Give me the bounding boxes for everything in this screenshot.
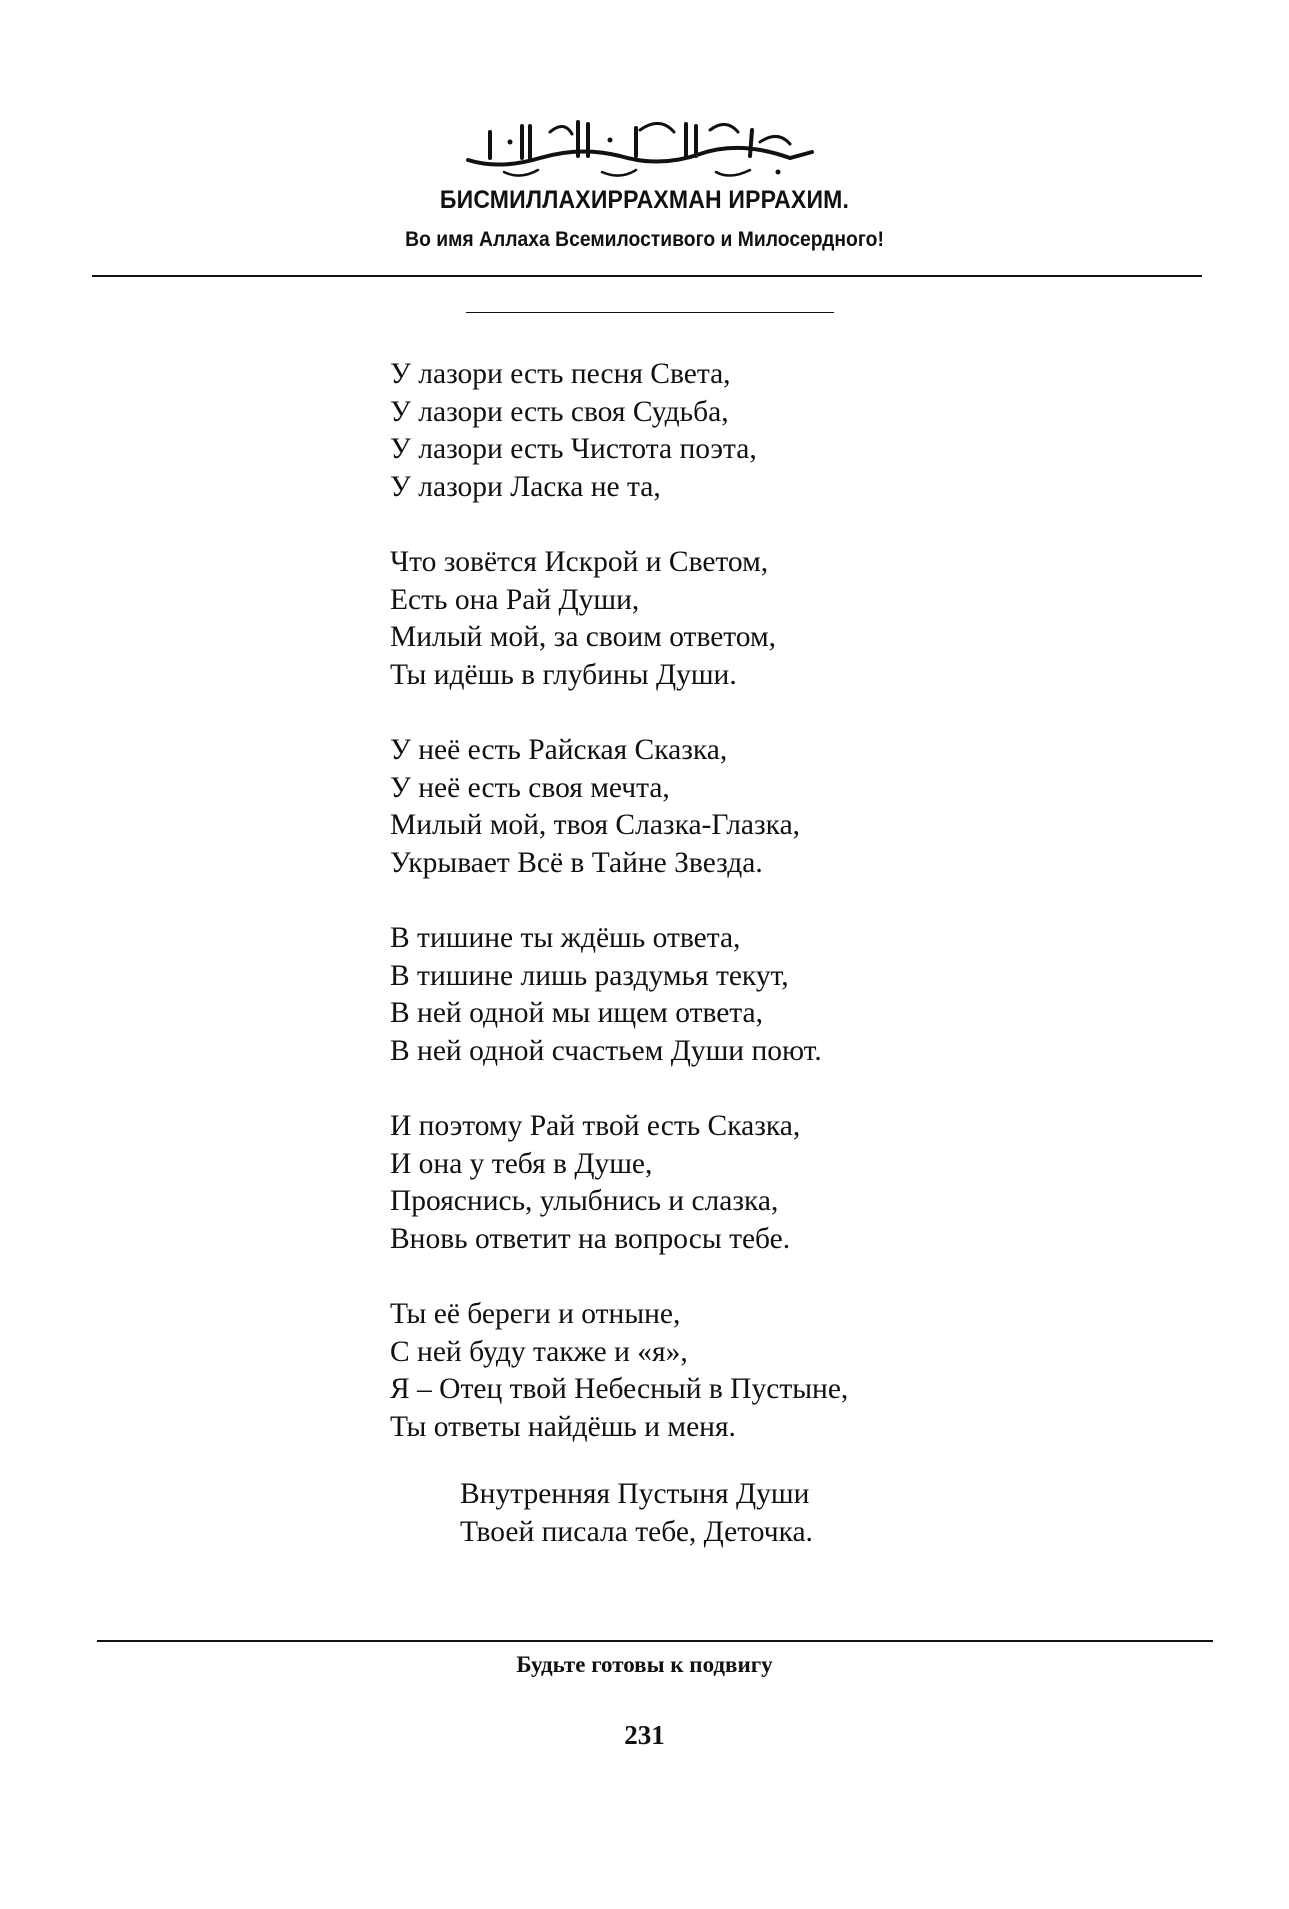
poem-line: С ней буду также и «я», — [390, 1335, 688, 1368]
poem-line: Ты идёшь в глубины Души. — [390, 658, 737, 691]
poem-line: И поэтому Рай твой есть Сказка, — [390, 1110, 801, 1142]
poem-line: Я – Отец твой Небесный в Пустыне, — [390, 1373, 849, 1405]
header-divider — [92, 275, 1202, 277]
poem-line: В тишине лишь раздумья текут, — [390, 959, 789, 992]
poem-line: В тишине ты ждёшь ответа, — [390, 922, 741, 954]
poem-line: У неё есть своя мечта, — [390, 771, 670, 804]
poem-line: У лазори Ласка не та, — [390, 470, 661, 503]
poem-line: Вновь ответит на вопросы тебе. — [390, 1222, 791, 1255]
poem-line: Укрывает Всё в Тайне Звезда. — [390, 846, 763, 879]
poem-stanza — [390, 544, 1110, 694]
header-title: БИСМИЛЛАХИРРАХМАН ИРРАХИМ. — [439, 186, 850, 214]
poem-stanza — [390, 356, 1110, 506]
poem-line: Что зовётся Искрой и Светом, — [390, 546, 769, 578]
poem-stanza — [390, 732, 1110, 882]
poem-line: В ней одной счастьем Души поют. — [390, 1034, 822, 1067]
short-divider — [466, 312, 834, 313]
poem-line: Есть она Рай Души, — [390, 583, 640, 616]
poem-line: У лазори есть Чистота поэта, — [390, 433, 757, 465]
page-number: 231 — [624, 1720, 665, 1750]
poem-line: Ты ответы найдёшь и меня. — [390, 1410, 736, 1443]
signature-line: Внутренняя Пустыня Души — [460, 1478, 810, 1510]
poem-stanza — [390, 920, 1110, 1070]
header-subtitle: Во имя Аллаха Всемилостивого и Милосердного! — [405, 228, 884, 251]
poem — [390, 356, 1110, 1484]
poem-signature — [460, 1476, 1060, 1551]
poem-line: У лазори есть своя Судьба, — [390, 395, 729, 428]
footer-title: Будьте готовы к подвигу — [516, 1652, 773, 1677]
poem-line: Ты её береги и отныне, — [390, 1298, 681, 1330]
poem-stanza — [390, 1108, 1110, 1258]
poem-line: И она у тебя в Душе, — [390, 1147, 653, 1180]
bismillah-calligraphy — [460, 112, 820, 182]
poem-stanza — [390, 1296, 1110, 1446]
poem-line: Милый мой, твоя Слазка-Глазка, — [390, 809, 801, 841]
poem-line: У лазори есть песня Света, — [390, 358, 731, 390]
poem-line: У неё есть Райская Сказка, — [390, 734, 728, 766]
footer-divider — [97, 1640, 1213, 1642]
poem-line: Милый мой, за своим ответом, — [390, 621, 777, 653]
poem-line: Прояснись, улыбнись и слазка, — [390, 1185, 779, 1217]
poem-line: В ней одной мы ищем ответа, — [390, 997, 764, 1029]
signature-line: Твоей писала тебе, Деточка. — [460, 1515, 813, 1548]
